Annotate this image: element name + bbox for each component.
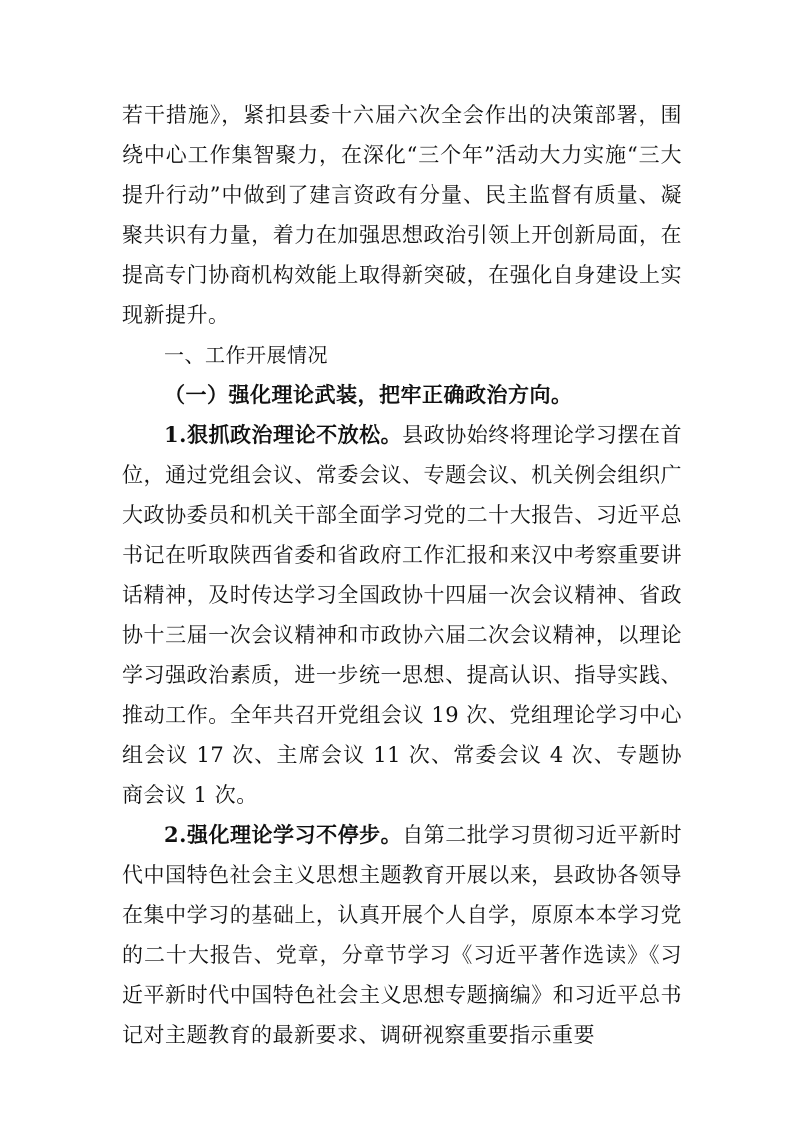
item-2-body: 自第二批学习贯彻习近平新时代中国特色社会主义思想主题教育开展以来，县政协各领导在集中学习的基础上，认真开展个人自学，原原本本学习党的二十大报告、党章，分章节学习《习近平著作选读》《习近平新时代中国特色社会主义思想专题摘编》和习近平总书记对主题教育的最新要求、调研视察重要指示重要: [122, 823, 682, 1047]
item-1-paragraph: [122, 415, 682, 815]
item-2-lead: 2.强化理论学习不停步。: [164, 822, 403, 847]
intro-paragraph: 若干措施》，紧扣县委十六届六次全会作出的决策部署，围绕中心工作集智聚力，在深化“三个年”活动大力实施“三大提升行动”中做到了建言资政有分量、民主监督有质量、凝聚共识有力量，着力在加强思想政治引领上开创新局面，在提高专门协商机构效能上取得新突破，在强化自身建设上实现新提升。: [122, 103, 682, 327]
document-body: [122, 95, 682, 1055]
section-heading: 一、工作开展情况: [164, 343, 328, 367]
item-1-body: 县政协始终将理论学习摆在首位，通过党组会议、常委会议、专题会议、机关例会组织广大政协委员和机关干部全面学习党的二十大报告、习近平总书记在听取陕西省委和省政府工作汇报和来汉中考察重要讲话精神，及时传达学习全国政协十四届一次会议精神、省政协十三届一次会议精神和市政协六届二次会议精神，以理论学习强政治素质，进一步统一思想、提高认识、指导实践、推动工作。全年共召开党组会议 19 次、党组理论学习中心组会议 17 次、主席会议 11 次、常委会议 4 次、专题协商会议 1 次。: [122, 423, 682, 807]
subsection-heading: （一）强化理论武装，把牢正确政治方向。: [164, 382, 573, 407]
item-2-paragraph: [122, 815, 682, 1055]
item-1-lead: 1.狠抓政治理论不放松。: [164, 422, 403, 447]
